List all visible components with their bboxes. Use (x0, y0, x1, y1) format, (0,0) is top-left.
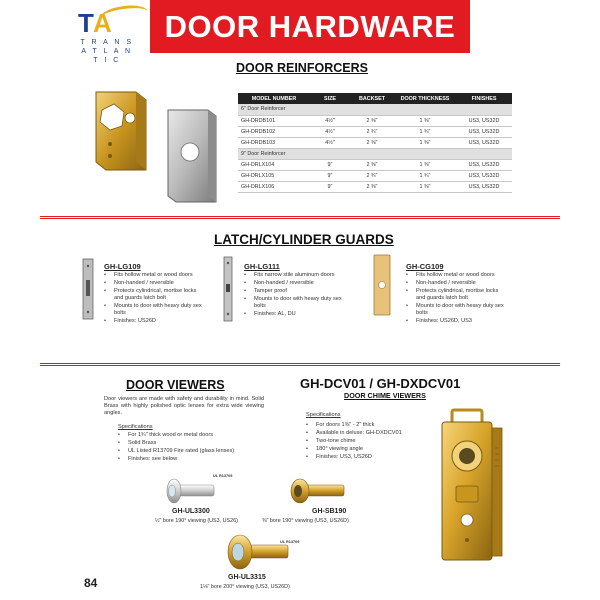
viewers-specs (118, 432, 268, 464)
cell: 2 ⅜" (350, 115, 394, 126)
viewers-title: DOOR VIEWERS (126, 378, 225, 392)
table-group-row (238, 148, 512, 159)
list-item: • Fits hollow metal or wood doors (104, 272, 202, 279)
list-item: • Finishes: US26D, US3 (406, 318, 504, 325)
list-item: • Solid Brass (118, 440, 268, 447)
viewer-ul3315-name: GH-UL3315 (228, 574, 266, 581)
viewer-ul3300-image (150, 476, 220, 506)
logo-line-2: A T L A N T I C (81, 48, 133, 64)
cell: GH-DRDB103 (238, 137, 310, 148)
cell: GH-DRDB101 (238, 115, 310, 126)
reinforcer-steel-image (162, 108, 218, 204)
list-item: • Finishes: AL, DU (244, 311, 342, 318)
list-item: • Fits hollow metal or wood doors (406, 272, 504, 279)
cell: US3, US32D (456, 137, 512, 148)
cell: 4½" (310, 126, 350, 137)
lg109-name: GH-LG109 (104, 262, 141, 271)
list-item: • 180° viewing angle (306, 446, 442, 453)
viewer-sb190-image (284, 476, 350, 506)
list-item: • Finishes: US3, US26D (306, 454, 442, 461)
table-row (238, 137, 512, 148)
cell: 2 ⅜" (350, 159, 394, 170)
reinforcers-title: DOOR REINFORCERS (236, 61, 368, 75)
lg111-image (220, 256, 236, 322)
reinforcer-brass-image (86, 90, 148, 174)
group-label: 9" Door Reinforcer (238, 148, 512, 159)
cell: 1 ⅜" (394, 137, 456, 148)
chime-title: GH-DCV01 / GH-DXDCV01 (300, 376, 461, 391)
section-divider (40, 216, 560, 219)
cell: 9" (310, 181, 350, 192)
cell: GH-DRLX105 (238, 170, 310, 181)
viewer-sb190-name: GH-SB190 (312, 508, 347, 515)
ul-label-1: UL R13709 (213, 474, 233, 478)
list-item: • Non-handed / reversible (406, 280, 504, 287)
cg109-bullets (406, 272, 504, 326)
viewer-sb190-desc: ⅜" bore 190° viewing (US3, US26D) (262, 518, 349, 524)
chime-specs (306, 422, 442, 462)
cg109-name: GH-CG109 (406, 262, 444, 271)
cell: 1 ¾" (394, 126, 456, 137)
column-header: FINISHES (456, 93, 512, 104)
table-row (238, 181, 512, 192)
cell: GH-DRDB102 (238, 126, 310, 137)
ul-label-2: UL R13709 (280, 540, 300, 544)
logo-line-1: T R A N S (80, 39, 134, 46)
section-divider (40, 363, 560, 366)
list-item: • Mounts to door with heavy duty sex bolts (406, 303, 504, 317)
cell: 2 ⅜" (350, 181, 394, 192)
cell: 9" (310, 170, 350, 181)
cell: 2 ¾" (350, 126, 394, 137)
list-item: • UL Listed R13709 Fire rated (glass lenses) (118, 448, 268, 455)
viewers-specs-label: Specifications (118, 424, 153, 430)
list-item: • Finishes: see below (118, 456, 268, 463)
viewer-ul3315-desc: 1⅛" bore 200° viewing (US3, US26D) (200, 584, 290, 590)
list-item: • Tamper proof (244, 288, 342, 295)
chime-subtitle: DOOR CHIME VIEWERS (344, 391, 426, 400)
table-row (238, 126, 512, 137)
list-item: • Finishes: US26D (104, 318, 202, 325)
guards-title: LATCH/CYLINDER GUARDS (214, 232, 394, 247)
cell: US3, US32D (456, 170, 512, 181)
cg109-image (372, 254, 392, 316)
cell: US3, US32D (456, 126, 512, 137)
list-item: • For 1¾" thick wood or metal doors (118, 432, 268, 439)
viewer-ul3315-image (220, 532, 292, 572)
list-item: • For doors 1⅜" - 2" thick (306, 422, 442, 429)
chime-specs-label: Specifications (306, 412, 341, 418)
cell: GH-DRLX104 (238, 159, 310, 170)
list-item: • Protects cylindrical, mortise locks and guards latch bolt (104, 288, 202, 302)
table-header-row (238, 93, 512, 104)
logo-mark-t: T (78, 8, 93, 38)
list-item: • Available in deluxe: GH-DXDCV01 (306, 430, 442, 437)
page-number: 84 (84, 576, 98, 590)
cell: 4½" (310, 115, 350, 126)
lg109-image (80, 258, 96, 320)
cell: 1 ⅜" (394, 159, 456, 170)
cell: 2 ⅜" (350, 137, 394, 148)
cell: 1 ⅜" (394, 115, 456, 126)
lg111-bullets (244, 272, 342, 319)
reinforcers-spec-table (238, 93, 512, 193)
table-row (238, 115, 512, 126)
lg111-name: GH-LG111 (244, 262, 280, 271)
column-header: BACKSET (350, 93, 394, 104)
list-item: • Non-handed / reversible (104, 280, 202, 287)
list-item: • Mounts to door with heavy duty sex bolts (244, 296, 342, 310)
cell: GH-DRLX106 (238, 181, 310, 192)
cell: 1 ¾" (394, 170, 456, 181)
lg109-bullets (104, 272, 202, 326)
chime-viewer-image (436, 408, 508, 564)
logo-wordmark (78, 38, 136, 65)
cell: 2 ¾" (350, 170, 394, 181)
group-label: 6" Door Reinforcer (238, 104, 512, 115)
table-group-row (238, 104, 512, 115)
list-item: • Protects cylindrical, mortise locks and guards latch bolt (406, 288, 504, 302)
page-banner-title: DOOR HARDWARE (150, 0, 470, 53)
column-header: DOOR THICKNESS (394, 93, 456, 104)
list-item: • Non-handed / reversible (244, 280, 342, 287)
list-item: • Fits narrow stile aluminum doors (244, 272, 342, 279)
table-row (238, 159, 512, 170)
list-item: • Mounts to door with heavy duty sex bolts (104, 303, 202, 317)
cell: 1 ⅜" (394, 181, 456, 192)
cell: 4½" (310, 137, 350, 148)
viewers-intro: Door viewers are made with safety and durability in mind. Solid Brass with highly polished optic lenses for extra wide viewing angles. (104, 396, 264, 416)
logo-mark-a: A (92, 8, 113, 38)
column-header: SIZE (310, 93, 350, 104)
cell: 9" (310, 159, 350, 170)
column-header: MODEL NUMBER (238, 93, 310, 104)
list-item: • Two-tone chime (306, 438, 442, 445)
cell: US3, US32D (456, 159, 512, 170)
cell: US3, US32D (456, 115, 512, 126)
viewer-ul3300-desc: ½" bore 190° viewing (US3, US26) (155, 518, 238, 524)
cell: US3, US32D (456, 181, 512, 192)
company-logo (78, 8, 113, 39)
viewer-ul3300-name: GH-UL3300 (172, 508, 210, 515)
table-row (238, 170, 512, 181)
